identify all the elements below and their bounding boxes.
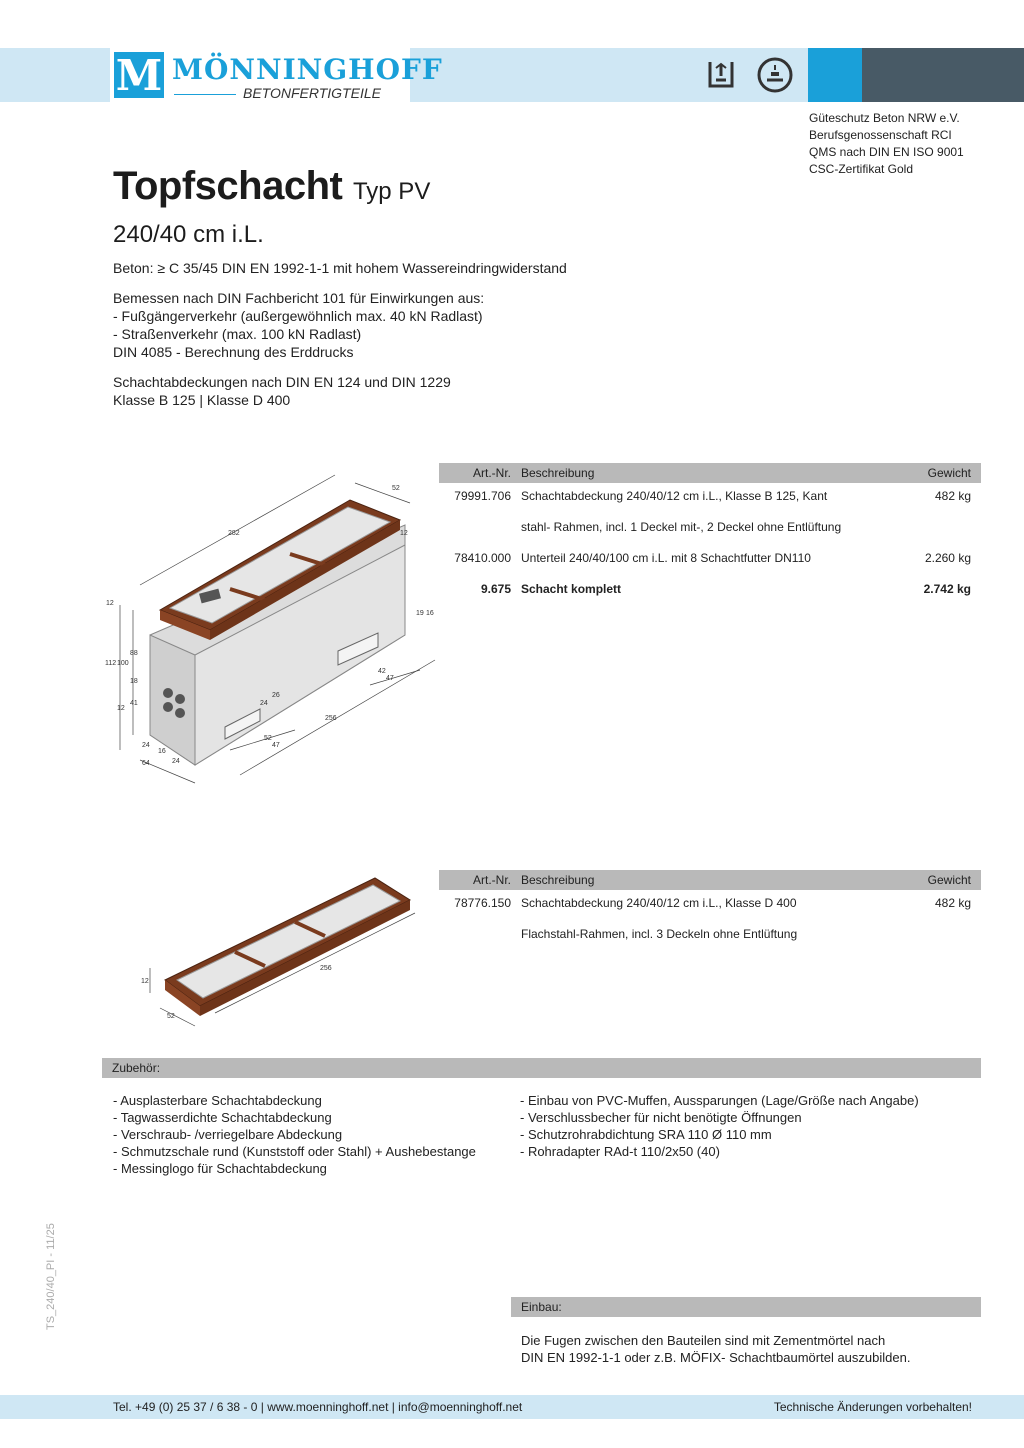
accessories-title: Zubehör: (112, 1061, 161, 1075)
dimension-label: 64 (142, 760, 150, 767)
certification-line: Güteschutz Beton NRW e.V. (809, 111, 960, 125)
weight: 2.260 kg (924, 551, 971, 565)
product-table-2 (439, 870, 981, 952)
certification-line: CSC-Zertifikat Gold (809, 162, 914, 176)
art-number: 79991.706 (454, 489, 511, 503)
description: Schacht komplett (521, 582, 622, 596)
list-item: - Verschraub- /verriegelbare Abdeckung (113, 1127, 343, 1142)
header-dark-block (862, 48, 1024, 102)
cover-standards (113, 373, 451, 409)
list-item: - Rohradapter RAd-t 110/2x50 (40) (520, 1144, 720, 1159)
certifications (809, 110, 964, 178)
dimension-label: 19 (416, 610, 424, 617)
dimension-label: 12 (141, 978, 149, 985)
header-desc: Beschreibung (521, 873, 595, 887)
product-title: Topfschacht (113, 164, 343, 208)
installation-line: DIN EN 1992-1-1 oder z.B. MÖFIX- Schachtbaumörtel auszubilden. (521, 1350, 911, 1365)
installation-title: Einbau: (521, 1300, 562, 1314)
header-art: Art.-Nr. (473, 873, 511, 887)
dimension-label: 100 (117, 660, 129, 667)
header-desc: Beschreibung (521, 466, 595, 480)
list-item: - Verschlussbecher für nicht benötigte Öffnungen (520, 1110, 802, 1125)
product-type: Typ PV (352, 178, 431, 205)
cover-line: Klasse B 125 | Klasse D 400 (113, 392, 291, 408)
dimension-label: 12 (106, 600, 114, 607)
dimension-label: 47 (386, 675, 394, 682)
manhole-drawing (100, 465, 440, 785)
cover-line: Schachtabdeckungen nach DIN EN 124 und DIN 1229 (113, 374, 451, 390)
list-item: - Einbau von PVC-Muffen, Aussparungen (Lage/Größe nach Angabe) (520, 1093, 919, 1108)
footer-contact[interactable]: Tel. +49 (0) 25 37 / 6 38 - 0 | www.moenninghoff.net | info@moenninghoff.net (113, 1400, 523, 1414)
header-accent-block (808, 48, 862, 102)
art-number: 78776.150 (454, 896, 511, 910)
logo-rule (174, 94, 236, 95)
dimension-label: 52 (167, 1013, 175, 1020)
installation-line: Die Fugen zwischen den Bauteilen sind mit Zementmörtel nach (521, 1333, 886, 1348)
art-number: 9.675 (480, 582, 511, 596)
design-basis (113, 289, 484, 361)
dimension-label: 24 (142, 742, 150, 749)
design-line: Bemessen nach DIN Fachbericht 101 für Einwirkungen aus: (113, 290, 485, 306)
certification-seal-icon (756, 56, 794, 94)
list-item: - Tagwasserdichte Schachtabdeckung (113, 1110, 332, 1125)
design-line: DIN 4085 - Berechnung des Erddrucks (113, 344, 354, 360)
dimension-label: 47 (272, 742, 280, 749)
dimension-label: 88 (130, 650, 138, 657)
description: Flachstahl-Rahmen, incl. 3 Deckeln ohne Entlüftung (521, 927, 798, 941)
cover-drawing (135, 868, 425, 1028)
design-line: - Straßenverkehr (max. 100 kN Radlast) (113, 326, 362, 342)
description: stahl- Rahmen, incl. 1 Deckel mit-, 2 Deckel ohne Entlüftung (521, 520, 842, 534)
weight: 482 kg (934, 489, 971, 503)
footer (0, 1395, 1024, 1419)
dimension-label: 24 (260, 700, 268, 707)
table-row-total (439, 576, 981, 607)
concrete-spec: Beton: ≥ C 35/45 DIN EN 1992-1-1 mit hohem Wassereindringwiderstand (113, 260, 567, 276)
brand-subtitle: BETONFERTIGTEILE (243, 85, 381, 101)
table-header (439, 870, 981, 890)
header-art: Art.-Nr. (473, 466, 511, 480)
description: Schachtabdeckung 240/40/12 cm i.L., Klasse B 125, Kant (521, 489, 828, 503)
dimension-label: 24 (172, 758, 180, 765)
dimension-label: 26 (272, 692, 280, 699)
document-code: TS_240/40_PI - 11/25 (45, 1223, 57, 1330)
certification-line: Berufsgenossenschaft RCI (809, 128, 952, 142)
accessories-list-right (520, 1092, 919, 1160)
list-item: - Schutzrohrabdichtung SRA 110 Ø 110 mm (520, 1127, 772, 1142)
product-size: 240/40 cm i.L. (113, 221, 264, 248)
dimension-label: 12 (400, 530, 408, 537)
installation-header (511, 1297, 981, 1317)
product-table-1 (439, 463, 981, 607)
table-row (439, 514, 981, 545)
installation-text (521, 1332, 910, 1366)
table-row (439, 890, 981, 921)
dimension-label: 42 (378, 668, 386, 675)
description: Schachtabdeckung 240/40/12 cm i.L., Klasse D 400 (521, 896, 797, 910)
dimension-label: 18 (130, 678, 138, 685)
dimension-label: 256 (325, 715, 337, 722)
footer-note: Technische Änderungen vorbehalten! (773, 1400, 972, 1414)
table-row (439, 921, 981, 952)
table-row (439, 483, 981, 514)
dimension-label: 52 (264, 735, 272, 742)
header-weight: Gewicht (927, 466, 971, 480)
certification-line: QMS nach DIN EN ISO 9001 (809, 145, 964, 159)
list-item: - Ausplasterbare Schachtabdeckung (113, 1093, 322, 1108)
dimension-label: 256 (320, 965, 332, 972)
page-title (113, 164, 430, 209)
accessories-header (102, 1058, 981, 1078)
dimension-label: 41 (130, 700, 138, 707)
list-item: - Schmutzschale rund (Kunststoff oder Stahl) + Aushebestange (113, 1144, 476, 1159)
art-number: 78410.000 (454, 551, 511, 565)
dimension-label: 16 (158, 748, 166, 755)
description: Unterteil 240/40/100 cm i.L. mit 8 Schachtfutter DN110 (521, 551, 811, 565)
logo-mark: M (112, 50, 166, 100)
header-weight: Gewicht (927, 873, 971, 887)
dimension-label: 52 (392, 485, 400, 492)
dimension-label: 12 (117, 705, 125, 712)
weight: 482 kg (934, 896, 971, 910)
design-line: - Fußgängerverkehr (außergewöhnlich max. 40 kN Radlast) (113, 308, 483, 324)
weight: 2.742 kg (923, 582, 971, 596)
dimension-label: 282 (228, 530, 240, 537)
list-item: - Messinglogo für Schachtabdeckung (113, 1161, 327, 1176)
table-header (439, 463, 981, 483)
dimension-label: 16 (426, 610, 434, 617)
brand-name: MÖNNINGHOFF (172, 53, 443, 86)
quality-seal-icon (702, 56, 740, 94)
table-row (439, 545, 981, 576)
dimension-label: 112 (105, 660, 117, 667)
accessories-list-left (113, 1092, 476, 1177)
